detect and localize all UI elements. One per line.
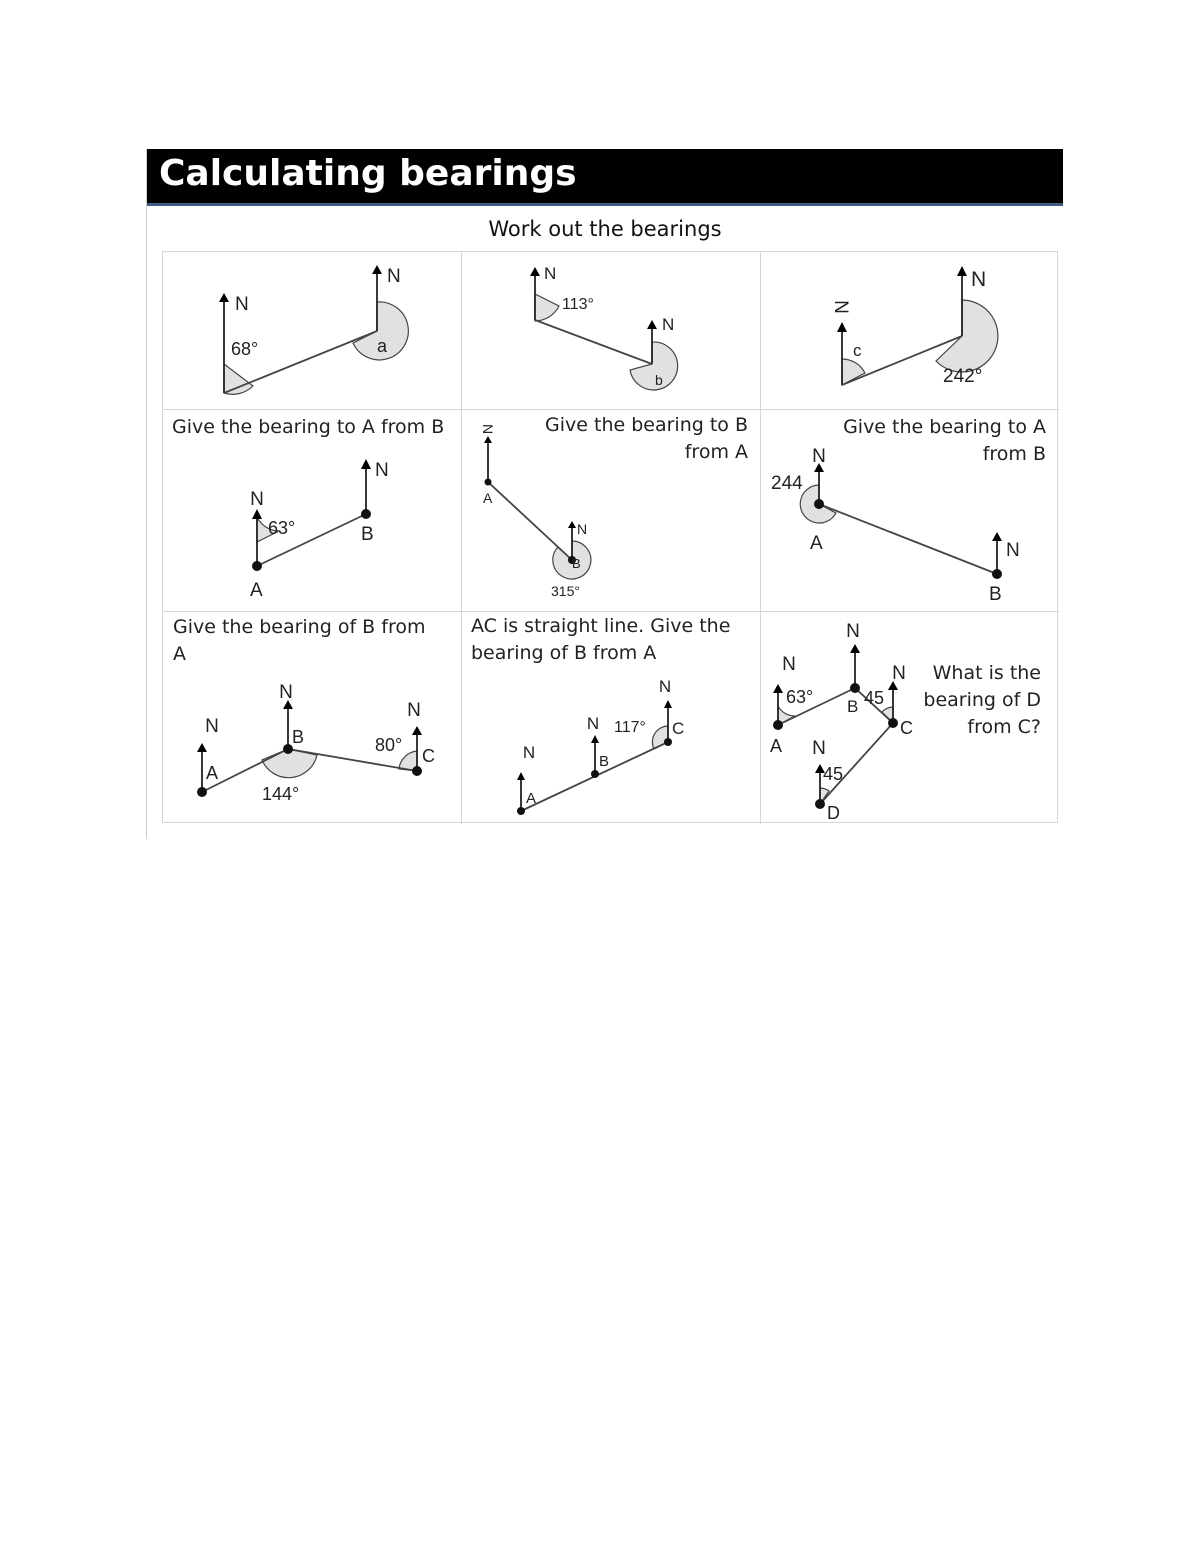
north-label: N bbox=[812, 738, 826, 759]
question-5 bbox=[462, 410, 761, 612]
north-label: N bbox=[279, 682, 293, 703]
angle-arc bbox=[630, 342, 678, 390]
north-arrow-icon bbox=[773, 684, 783, 693]
north-label: N bbox=[662, 315, 675, 334]
diagram-5 bbox=[462, 410, 761, 612]
north-arrow-icon bbox=[530, 267, 540, 276]
question-7 bbox=[163, 612, 462, 824]
point-b-dot bbox=[850, 683, 860, 693]
question-2 bbox=[462, 252, 761, 410]
point-label-c: C bbox=[672, 719, 685, 738]
point-a-dot bbox=[773, 720, 783, 730]
diagram-4 bbox=[163, 410, 462, 612]
north-label: N bbox=[544, 264, 557, 283]
question-prompt: Give the bearing to A from B bbox=[843, 416, 1046, 465]
diagram-3 bbox=[761, 252, 1059, 410]
angle-label: 68° bbox=[231, 339, 259, 359]
point-a-dot bbox=[197, 787, 207, 797]
point-a-dot bbox=[252, 561, 262, 571]
angle-arc bbox=[936, 300, 998, 372]
north-label: N bbox=[250, 489, 264, 510]
point-a-dot bbox=[485, 479, 492, 486]
north-arrow-icon bbox=[484, 436, 492, 443]
point-c-dot bbox=[664, 738, 672, 746]
point-label-a: A bbox=[483, 490, 493, 506]
angle-arc bbox=[535, 294, 559, 321]
point-a-dot bbox=[517, 807, 525, 815]
question-grid bbox=[162, 251, 1058, 823]
angle-label: 80° bbox=[375, 735, 403, 755]
north-arrow-icon bbox=[197, 743, 207, 752]
route-line bbox=[535, 320, 652, 364]
angle-label: 45 bbox=[823, 764, 844, 784]
north-arrow-icon bbox=[252, 509, 262, 519]
north-arrow-icon bbox=[957, 266, 967, 276]
north-label: N bbox=[577, 521, 588, 537]
north-arrow-icon bbox=[664, 700, 672, 708]
point-d-dot bbox=[815, 799, 825, 809]
question-6 bbox=[761, 410, 1059, 612]
north-arrow-icon bbox=[568, 521, 576, 528]
north-arrow-icon bbox=[992, 532, 1002, 541]
unknown-label: a bbox=[377, 336, 388, 356]
point-c-dot bbox=[412, 766, 422, 776]
point-b-dot bbox=[591, 770, 599, 778]
title-bar bbox=[147, 149, 1063, 206]
north-arrow-icon bbox=[372, 265, 382, 274]
point-label-b: B bbox=[292, 727, 305, 747]
point-label-a: A bbox=[526, 790, 537, 807]
question-prompt: What is the bearing of D from C? bbox=[923, 662, 1041, 738]
diagram-8 bbox=[462, 612, 761, 824]
point-b-dot bbox=[361, 509, 371, 519]
north-label: N bbox=[586, 714, 600, 733]
north-arrow-icon bbox=[517, 772, 525, 780]
diagram-6 bbox=[761, 410, 1059, 612]
north-arrow-icon bbox=[361, 459, 371, 469]
point-label-b: B bbox=[361, 524, 374, 545]
question-1 bbox=[163, 252, 462, 410]
north-label: N bbox=[892, 663, 906, 684]
question-prompt: Give the bearing of B from A bbox=[173, 616, 426, 665]
north-label: N bbox=[407, 700, 421, 721]
north-label: N bbox=[782, 654, 796, 675]
north-arrow-icon bbox=[219, 293, 229, 302]
point-label-d: D bbox=[827, 803, 840, 823]
route-line bbox=[819, 504, 997, 574]
angle-label: 63° bbox=[786, 687, 814, 707]
point-label-c: C bbox=[900, 718, 913, 738]
route-line bbox=[488, 482, 572, 560]
north-label: N bbox=[480, 423, 496, 435]
question-8 bbox=[462, 612, 761, 824]
angle-arc bbox=[224, 364, 253, 394]
angle-label: 45 bbox=[864, 688, 885, 708]
point-a-dot bbox=[814, 499, 824, 509]
point-label-b: B bbox=[847, 697, 859, 716]
north-arrow-icon bbox=[647, 320, 657, 329]
angle-label: 144° bbox=[262, 784, 300, 804]
question-prompt: Give the bearing to B from A bbox=[545, 414, 748, 463]
worksheet bbox=[146, 149, 1063, 839]
question-3 bbox=[761, 252, 1059, 410]
angle-label: 242° bbox=[943, 366, 983, 387]
north-label: N bbox=[235, 294, 249, 315]
north-label: N bbox=[971, 268, 987, 291]
north-label: N bbox=[658, 677, 672, 696]
point-label-b: B bbox=[599, 753, 610, 770]
north-arrow-icon bbox=[412, 726, 422, 735]
north-label: N bbox=[812, 446, 826, 467]
question-prompt: AC is straight line. Give the bearing of B from A bbox=[471, 615, 731, 664]
north-label: N bbox=[375, 460, 389, 481]
north-label: N bbox=[830, 300, 851, 314]
question-9 bbox=[761, 612, 1059, 824]
angle-label: 244 bbox=[771, 473, 803, 494]
unknown-label: c bbox=[853, 341, 862, 360]
point-label-a: A bbox=[770, 736, 783, 756]
point-label-b: B bbox=[989, 584, 1002, 605]
instructions: Work out the bearings bbox=[488, 217, 722, 241]
point-label-c: C bbox=[422, 746, 435, 766]
north-label: N bbox=[387, 266, 401, 287]
angle-label: 315° bbox=[551, 583, 580, 599]
unknown-label: b bbox=[655, 372, 663, 388]
north-arrow-icon bbox=[837, 322, 847, 332]
angle-label: 113° bbox=[562, 296, 594, 313]
diagram-7 bbox=[163, 612, 462, 824]
diagram-2 bbox=[462, 252, 761, 410]
question-4 bbox=[163, 410, 462, 612]
north-label: N bbox=[522, 743, 536, 762]
angle-label: 117° bbox=[614, 719, 646, 736]
north-label: N bbox=[1006, 540, 1020, 561]
point-c-dot bbox=[888, 718, 898, 728]
north-arrow-icon bbox=[850, 644, 860, 653]
north-label: N bbox=[205, 716, 219, 737]
diagram-9 bbox=[761, 612, 1059, 824]
question-prompt: Give the bearing to A from B bbox=[172, 416, 445, 438]
point-label-a: A bbox=[250, 580, 263, 601]
north-label: N bbox=[846, 621, 860, 642]
angle-label: 63° bbox=[268, 518, 296, 538]
diagram-1 bbox=[163, 252, 462, 410]
point-b-dot bbox=[992, 569, 1002, 579]
north-arrow-icon bbox=[591, 735, 599, 743]
point-label-a: A bbox=[206, 763, 219, 783]
point-label-a: A bbox=[810, 533, 823, 554]
point-label-b: B bbox=[572, 556, 581, 571]
page-title: Calculating bearings bbox=[159, 153, 577, 194]
